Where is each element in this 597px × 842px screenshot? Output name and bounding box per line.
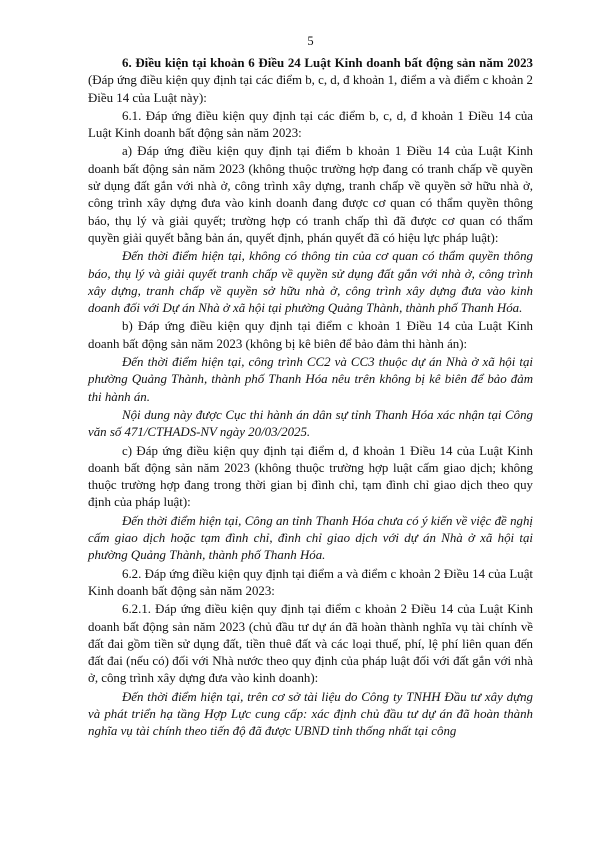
paragraph-6-2-1: 6.2.1. Đáp ứng điều kiện quy định tại điểm c khoản 2 Điều 14 của Luật Kinh doanh bất động sản năm 2023 (chủ đầu tư dự án đã hoàn thành nghĩa vụ tài chính về đất đai gồm tiền sử dụng đất, tiền thuê đất và các loại thuế, phí, lệ phí liên quan đến đất đai (nếu có) đối với Nhà nước theo quy định của pháp luật đối với đất gắn với nhà ở, công trình xây dựng đưa vào kinh doanh): <box>88 602 533 686</box>
paragraph-6-1-c-finding: Đến thời điểm hiện tại, Công an tỉnh Thanh Hóa chưa có ý kiến về việc đề nghị cấm giao dịch hoặc tạm đình chỉ, đình chỉ giao dịch với dự án Nhà ở xã hội tại phường Quảng Thành, thành phố Thanh Hóa. <box>88 513 533 563</box>
section-6-heading-rest: (Đáp ứng điều kiện quy định tại các điểm b, c, d, đ khoản 1, điểm a và điểm c khoản 2 Điều 14 của Luật này): <box>88 73 533 105</box>
paragraph-6-1-b: b) Đáp ứng điều kiện quy định tại điểm c khoản 1 Điều 14 của Luật Kinh doanh bất động sản năm 2023 (không bị kê biên để bảo đảm thi hành án): <box>88 319 533 351</box>
section-6-heading <box>88 55 533 107</box>
section-6-heading-bold: 6. Điều kiện tại khoản 6 Điều 24 Luật Kinh doanh bất động sản năm 2023 <box>122 56 533 70</box>
paragraph-6-1-a: a) Đáp ứng điều kiện quy định tại điểm b khoản 1 Điều 14 của Luật Kinh doanh bất động sản năm 2023 (không thuộc trường hợp đang có tranh chấp về quyền sử dụng đất gắn với nhà ở, công trình xây dựng, tranh chấp về quyền sở hữu nhà ở, công trình xây dựng đưa vào kinh doanh đang được cơ quan có thẩm quyền thông báo, thụ lý và giải quyết; trường hợp có tranh chấp thì đã được cơ quan có thẩm quyền giải quyết bằng bản án, quyết định, phán quyết đã có hiệu lực pháp luật): <box>88 144 533 245</box>
paragraph-6-1-a-finding: Đến thời điểm hiện tại, không có thông tin của cơ quan có thẩm quyền thông báo, thụ lý và giải quyết tranh chấp về quyền sử dụng đất gắn với nhà ở, công trình xây dựng, tranh chấp về quyền sở hữu nhà ở, công trình xây dựng đưa vào kinh doanh đối với Dự án Nhà ở xã hội tại phường Quảng Thành, thành phố Thanh Hóa. <box>88 249 533 316</box>
paragraph-6-1: 6.1. Đáp ứng điều kiện quy định tại các điểm b, c, d, đ khoản 1 Điều 14 của Luật Kinh doanh bất động sản năm 2023: <box>88 108 533 141</box>
paragraph-6-2-1-finding: Đến thời điểm hiện tại, trên cơ sở tài liệu do Công ty TNHH Đầu tư xây dựng và phát triển hạ tầng Hợp Lực cung cấp: xác định chủ đầu tư dự án đã hoàn thành nghĩa vụ tài chính theo tiến độ đã được UBND tỉnh thống nhất tại công <box>88 689 533 739</box>
paragraph-6-2: 6.2. Đáp ứng điều kiện quy định tại điểm a và điểm c khoản 2 Điều 14 của Luật Kinh doanh bất động sản năm 2023: <box>88 566 533 598</box>
paragraph-6-1-b-finding: Đến thời điểm hiện tại, công trình CC2 và CC3 thuộc dự án Nhà ở xã hội tại phường Quảng Thành, thành phố Thanh Hóa nêu trên không bị kê biên để bảo đảm thi hành án. <box>88 355 533 404</box>
paragraph-6-1-b-confirmation: Nội dung này được Cục thi hành án dân sự tỉnh Thanh Hóa xác nhận tại Công văn số 471/CTHADS-NV ngày 20/03/2025. <box>88 407 533 440</box>
page-number: 5 <box>307 34 314 48</box>
paragraph-6-1-c: c) Đáp ứng điều kiện quy định tại điểm d, đ khoản 1 Điều 14 của Luật Kinh doanh bất động sản năm 2023 (không thuộc trường hợp luật cấm giao dịch; không thuộc trường hợp đang trong thời gian bị đình chỉ, tạm đình chỉ giao dịch theo quy định của pháp luật): <box>88 443 533 510</box>
